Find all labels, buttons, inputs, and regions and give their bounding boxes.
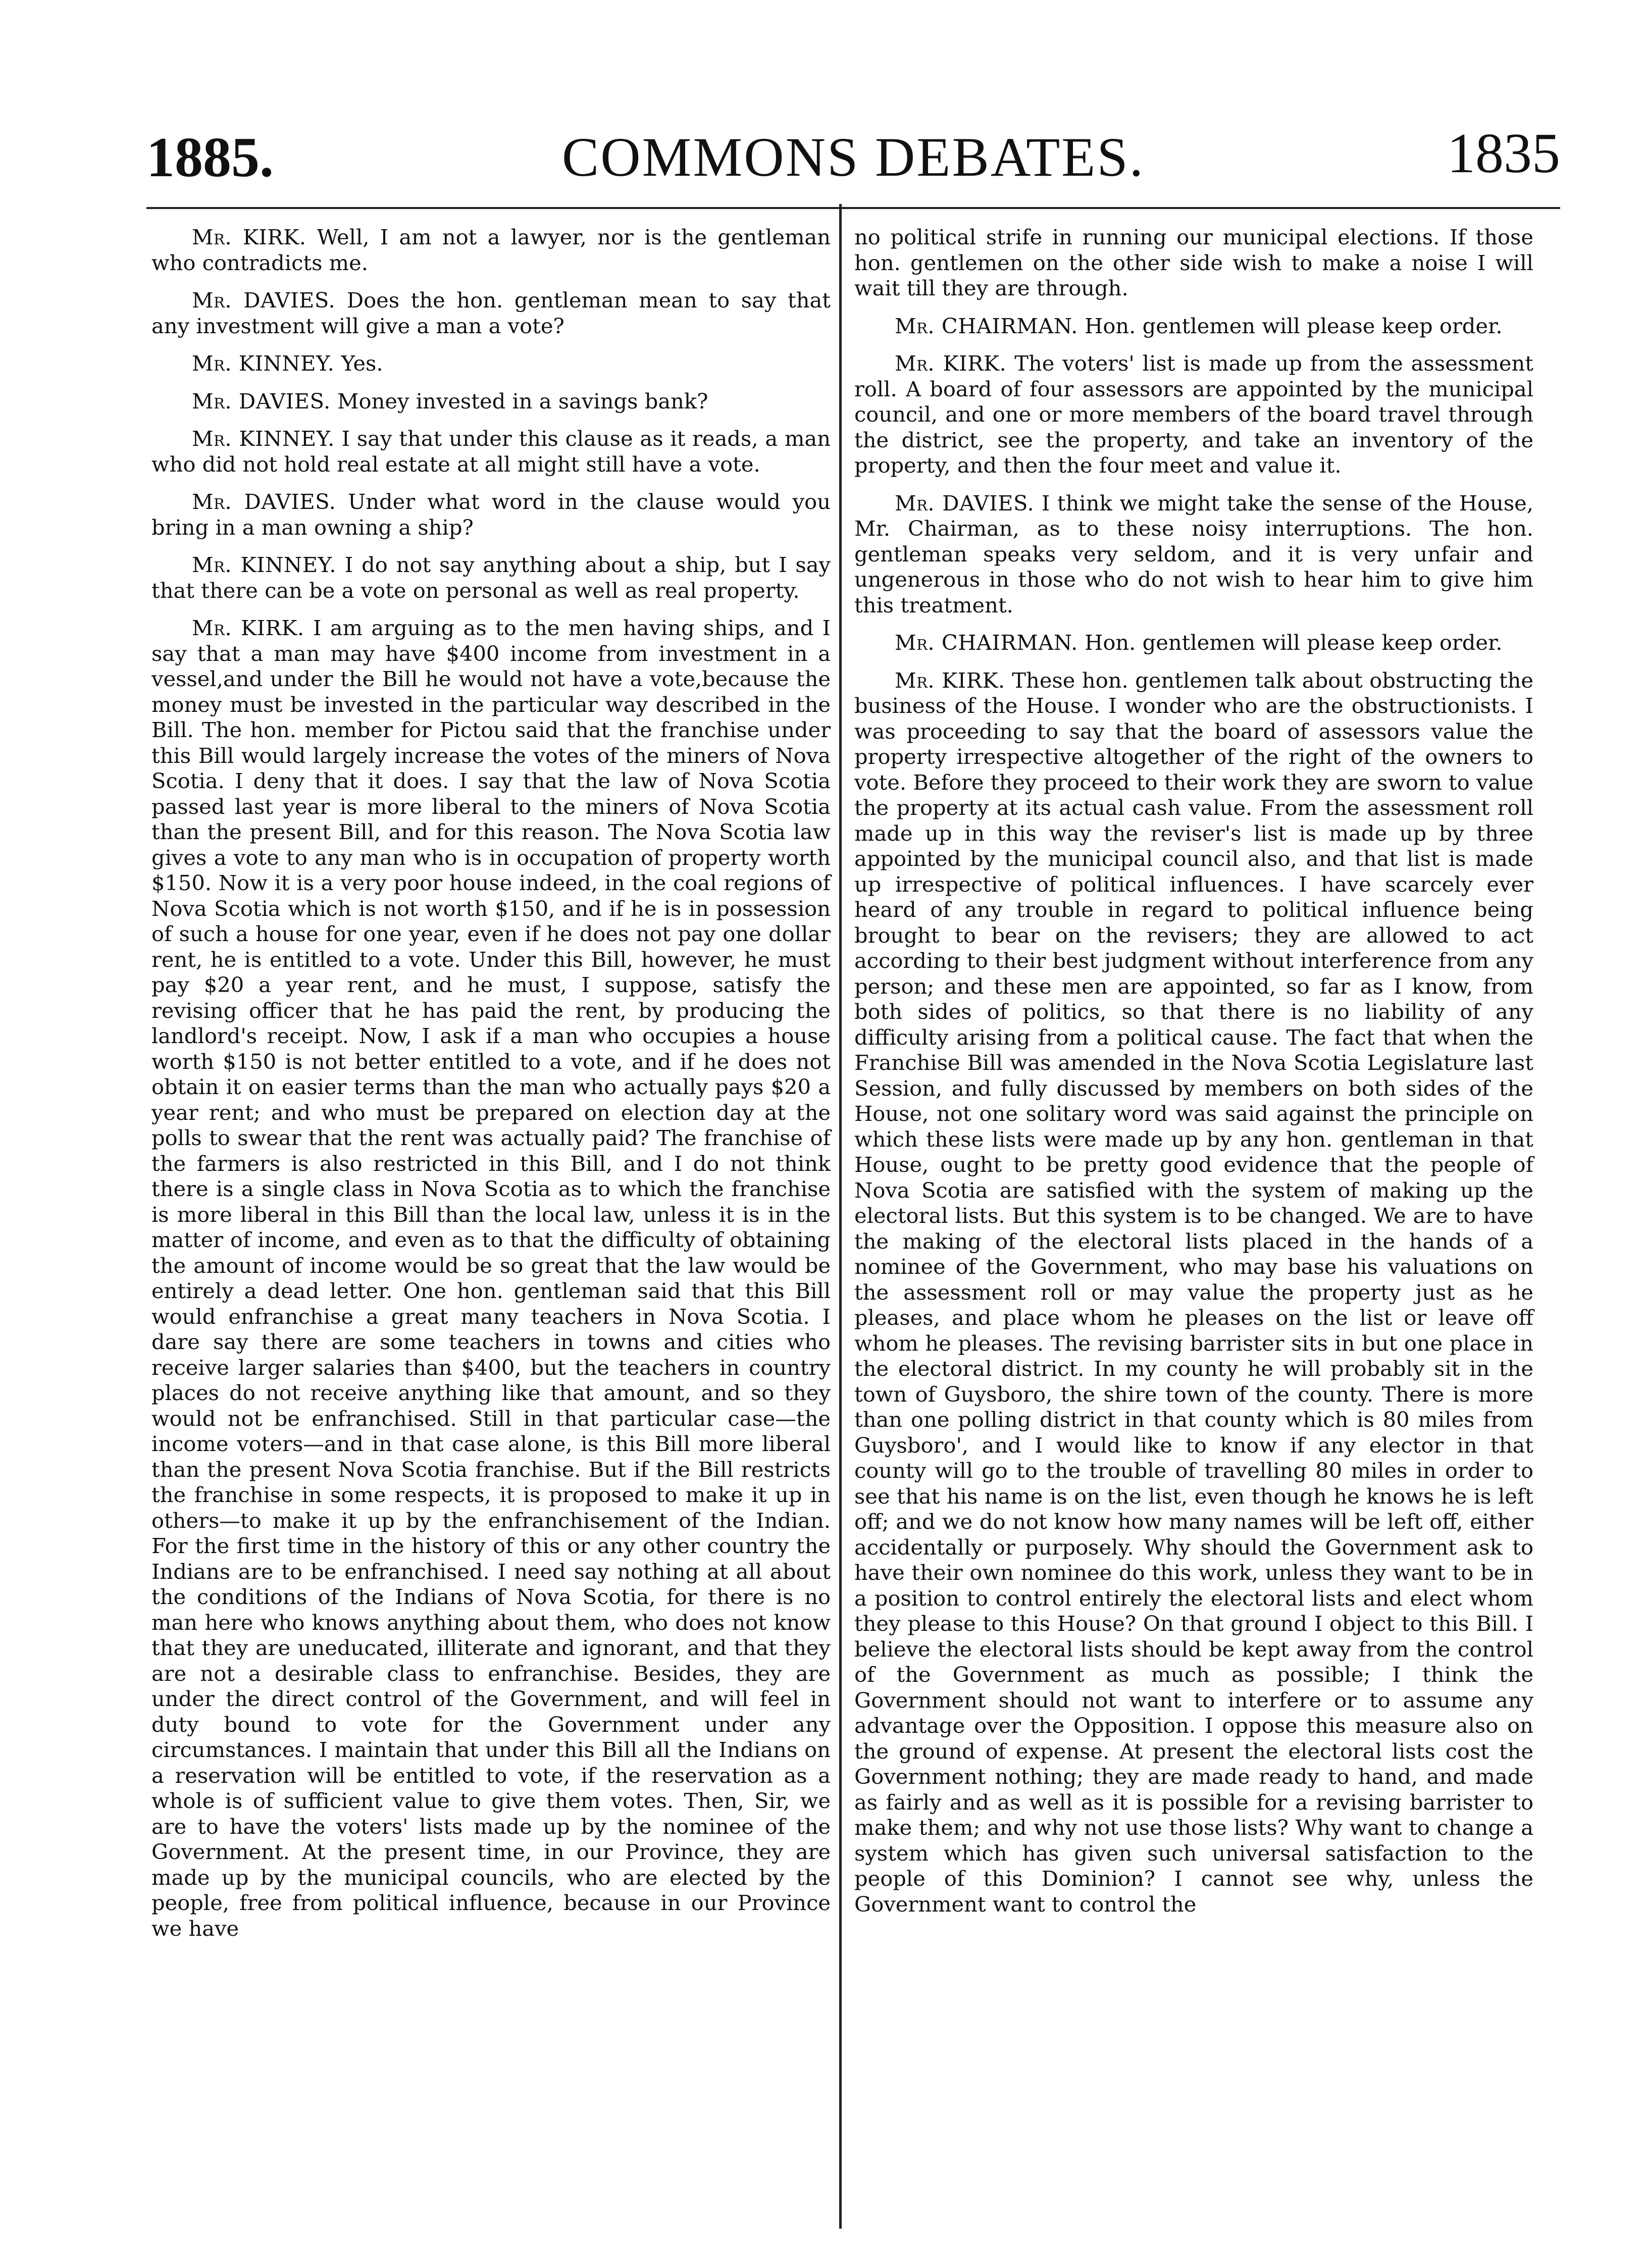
speaker-name: Mr. KINNEY. [192,552,336,577]
speaker-name: Mr. KIRK. [192,615,304,640]
speech-text: The voters' list is made up from the assessment roll. A board of four assessors are appointed by the municipal council, and one or more members of the board travel through the district, see the property, and take an inventory of the property, and then the four meet and value it. [854,351,1534,478]
paragraph [854,314,1533,339]
left-column [151,225,831,1941]
right-column [854,225,1533,1917]
paragraph [151,288,831,339]
speech-text: Does the hon. gentleman mean to say that any investment will give a man a vote? [151,288,831,338]
header-year: 1885. [146,126,274,189]
paragraph [151,225,831,276]
header-title: COMMONS DEBATES. [561,126,1145,188]
page-header [146,122,1560,201]
paragraph [854,630,1533,656]
speech-text: Well, I am not a lawyer, nor is the gentleman who contradicts me. [151,225,831,275]
speech-text: I think we might take the sense of the House, Mr. Chairman, as to these noisy interruptions. The hon. gentleman speaks very seldom, and it is very unfair and ungenerous in those who do not wish to hear him to give him this treatment. [854,490,1534,617]
speaker-name: Mr. DAVIES. [192,288,336,313]
speaker-name: Mr. CHAIRMAN. [895,630,1078,655]
speech-text: These hon. gentlemen talk about obstructing the business of the House. I wonder who are the obstructionists. I was proceeding to say that the board of assessors value the property irrespective altogether of the right of the owners to vote. Before they proceed to their work they are sworn to value the property at its actual cash value. From the assessment roll made up in this way the reviser's list is made up by three appointed by the municipal council also, and that list is made up irrespective of political influences. I have scarcely ever heard of any trouble in regard to political influence being brought to bear on the revisers; they are allowed to act according to their best judgment without interference from any person; and these men are appointed, so far as I know, from both sides of politics, so that there is no liability of any difficulty arising from a political cause. The fact that when the Franchise Bill was amended in the Nova Scotia Legislature last Session, and fully discussed by members on both sides of the House, not one solitary word was said against the principle on which these lists were made up by any hon. gentleman in that House, ought to be pretty good evidence that the people of Nova Scotia are satisfied with the system of making up the electoral lists. But this system is to be changed. We are to have the making of the electoral lists placed in the hands of a nominee of the Government, who may base his valuations on the assessment roll or may value the property just as he pleases, and place whom he pleases on the list or leave off whom he pleases. The revising barrister sits in but one place in the electoral district. In my county he will probably sit in the town of Guysboro, the shire town of the county. There is more than one polling district in that county which is 80 miles from Guysboro', and I would like to know if any elector in that county will go to the trouble of travelling 80 miles in order to see that his name is on the list, even though he knows he is left off; and we do not know how many names will be left off, either accidentally or purposely. Why should the Government ask to have their own nominee do this work, unless they want to be in a position to control entirely the electoral lists and elect whom they please to this House? On that ground I object to this Bill. I believe the electoral lists should be kept away from the control of the Government as much as possible; I think the Government should not want to interfere or to assume any advantage over the Opposition. I oppose this measure also on the ground of expense. At present the electoral lists cost the Government nothing; they are made ready to hand, and made as fairly and as well as it is possible for a revising barrister to make them; and why not use those lists? Why want to change a system which has given such universal satisfaction to the people of this Dominion? I cannot see why, unless the Government want to control the [854,667,1534,1917]
paragraph [854,225,1533,301]
header-rule [146,207,1560,209]
speech-text: Under what word in the clause would you bring in a man owning a ship? [151,489,831,540]
speech-text: I am arguing as to the men having ships, and I say that a man may have $400 income from investment in a vessel,and under the Bill he would not have a vote,because the money must be invested in the particular way described in the Bill. The hon. member for Pictou said that the franchise under this Bill would largely increase the votes of the miners of Nova Scotia. I deny that it does. I say that the law of Nova Scotia passed last year is more liberal to the miners of Nova Scotia than the present Bill, and for this reason. The Nova Scotia law gives a vote to any man who is in occupation of property worth $150. Now it is a very poor house indeed, in the coal regions of Nova Scotia which is not worth $150, and if he is in possession of such a house for one year, even if he does not pay one dollar rent, he is entitled to a vote. Under this Bill, however, he must pay $20 a year rent, and he must, I suppose, satisfy the revising officer that he has paid the rent, by producing the landlord's receipt. Now, I ask if a man who occupies a house worth $150 is not better entitled to a vote, and if he does not obtain it on easier terms than the man who actually pays $20 a year rent; and who must be prepared on election day at the polls to swear that the rent was actually paid? The franchise of the farmers is also restricted in this Bill, and I do not think there is a single class in Nova Scotia as to which the franchise is more liberal in this Bill than the local law, unless it is in the matter of income, and even as to that the difficulty of obtaining the amount of income would be so great that the law would be entirely a dead letter. One hon. gentleman said that this Bill would enfranchise a great many teachers in Nova Scotia. I dare say there are some teachers in towns and cities who receive larger salaries than $400, but the teachers in country places do not receive anything like that amount, and so they would not be enfranchised. Still in that particular case—the income voters—and in that case alone, is this Bill more liberal than the present Nova Scotia franchise. But if the Bill restricts the franchise in some respects, it is proposed to make it up in others—to make it up by the enfranchisement of the Indian. For the first time in the history of this or any other country the Indians are to be enfranchised. I need say nothing at all about the conditions of the Indians of Nova Scotia, for there is no man here who knows anything about them, who does not know that they are uneducated, illiterate and ignorant, and that they are not a desirable class to enfranchise. Besides, they are under the direct control of the Government, and will feel in duty bound to vote for the Government under any circumstances. I maintain that under this Bill all the Indians on a reservation will be entitled to vote, if the reservation as a whole is of sufficient value to give them votes. Then, Sir, we are to have the voters' lists made up by the nominee of the Government. At the present time, in our Province, they are made up by the municipal councils, who are elected by the people, free from political influence, because in our Province we have [151,615,831,1941]
speaker-name: Mr. KIRK. [895,351,1007,376]
speaker-name: Mr. DAVIES. [895,490,1035,516]
speaker-name: Mr. KIRK. [192,225,306,249]
paragraph [854,351,1533,479]
speech-text: Hon. gentlemen will please keep order. [1077,630,1503,655]
speech-text: Yes. [334,351,383,376]
speaker-name: Mr. CHAIRMAN. [895,313,1078,338]
speech-text: I do not say anything about a ship, but I say that there can be a vote on personal as well as real property. [151,552,831,603]
speech-text: I say that under this clause as it reads, a man who did not hold real estate at all might still have a vote. [151,426,831,477]
speaker-name: Mr. KIRK. [895,667,1005,693]
paragraph [151,615,831,1941]
paragraph [151,489,831,540]
paragraph [151,552,831,603]
paragraph [151,389,831,415]
speech-text: no political strife in running our municipal elections. If those hon. gentlemen on the other side wish to make a noise I will wait till they are through. [854,225,1533,300]
speech-text: Money invested in a savings bank? [330,388,708,414]
speaker-name: Mr. DAVIES. [192,489,336,514]
paragraph [854,491,1533,618]
paragraph [151,426,831,477]
speech-text: Hon. gentlemen will please keep order. [1077,313,1503,338]
paragraph [854,668,1533,1918]
paragraph [151,351,831,377]
page-number: 1835 [1447,122,1560,185]
speaker-name: Mr. KINNEY. [192,351,335,376]
speaker-name: Mr. DAVIES. [192,388,331,414]
column-divider [839,204,842,2229]
speaker-name: Mr. KINNEY. [192,426,335,451]
